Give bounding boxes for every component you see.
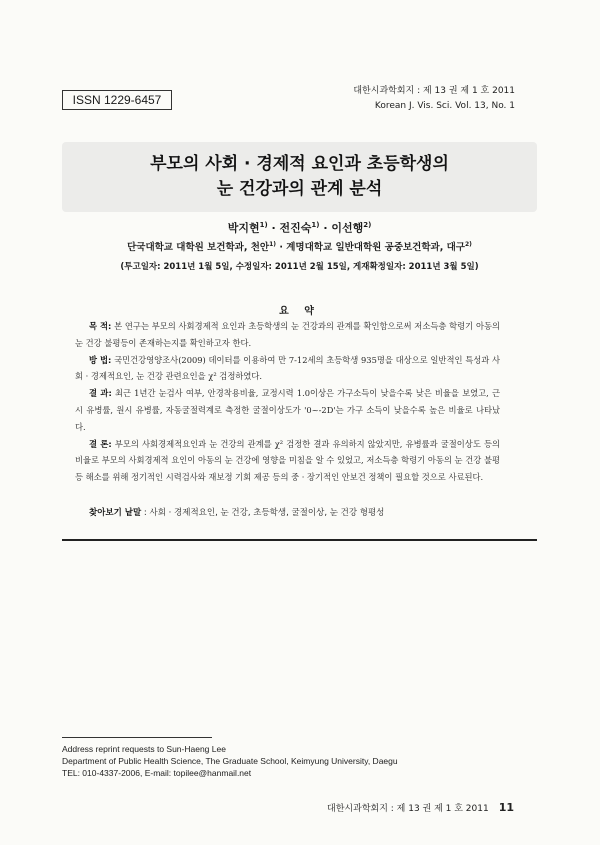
affiliation-1-mark: 1)	[269, 241, 277, 248]
abstract-result	[75, 385, 500, 435]
page-footer	[327, 801, 514, 816]
result-label: 결 과:	[89, 388, 112, 399]
affiliation-1: 단국대학교 대학원 보건학과, 천안	[127, 242, 270, 254]
conclusion-text: 부모의 사회경제적요인과 눈 건강의 관계를 χ² 검정한 결과 유의하지 않았지만, 유병률과 굴절이상도 등의 비율로 부모의 사회경제적 요인이 아동의 눈 건강에 영향을 미침을 알 수 있었고, 저소득층 학령기 아동의 눈 건강 불평등 해소를 위해 정기적인 시력검사와 재보정 기회 제공 등의 중 · 장기적인 안보건 정책이 필요할 것으로 사료된다.	[75, 438, 500, 483]
journal-info	[353, 84, 515, 114]
keywords-label: 찾아보기 낱말	[89, 508, 142, 518]
method-label: 방 법:	[89, 354, 112, 365]
author-2: 전진숙	[279, 221, 312, 235]
keywords	[89, 506, 509, 520]
author-1: 박지현	[227, 221, 260, 235]
abstract-purpose	[75, 318, 500, 352]
section-divider	[62, 539, 537, 541]
result-text: 최근 1년간 눈검사 여부, 안경착용비율, 교정시력 1.0이상은 가구소득이 낮을수록 낮은 비율을 보였고, 근시 유병률, 원시 유병률, 자동굴절력계로 측정한 굴절이상도가 '0~-2D'는 가구 소득이 낮을수록 높은 비율로 나타났다.	[75, 388, 500, 432]
keywords-text: : 사회 · 경제적요인, 눈 건강, 초등학생, 굴절이상, 눈 건강 형평성	[141, 508, 385, 518]
title-line-1: 부모의 사회 · 경제적 요인과 초등학생의	[150, 154, 449, 174]
footnote-line-2: Department of Public Health Science, The Graduate School, Keimyung University, Daegu	[62, 756, 398, 766]
abstract-method	[75, 352, 500, 386]
footer-journal: 대한시과학회지 : 제 13 권 제 1 호 2011	[327, 804, 489, 814]
affiliation-2-mark: 2)	[464, 241, 472, 248]
footnote-line-3: TEL: 010-4337-2006, E-mail: topilee@hanmail.net	[62, 768, 252, 778]
purpose-text: 본 연구는 부모의 사회경제적 요인과 초등학생의 눈 건강과의 관계를 확인함으로써 저소득층 학령기 아동의 눈 건강 불평등이 존재하는지를 확인하고자 한다.	[75, 321, 500, 348]
author-2-affil: 1)	[311, 221, 320, 229]
author-1-affil: 1)	[259, 221, 268, 229]
method-text: 국민건강영양조사(2009) 데이터를 이용하여 만 7-12세의 초등학생 935명을 대상으로 일반적인 특성과 사회 · 경제적요인, 눈 건강 관련요인을 χ² 검정하였다.	[75, 354, 500, 382]
title-line-2: 눈 건강과의 관계 분석	[216, 179, 383, 199]
author-3: 이선행	[331, 221, 364, 235]
author-separator: ·	[319, 221, 332, 235]
author-3-affil: 2)	[363, 221, 372, 229]
abstract	[75, 318, 500, 486]
footnote	[62, 743, 537, 779]
page-number: 11	[498, 801, 514, 814]
footnote-line-1: Address reprint requests to Sun-Haeng Lee	[62, 744, 226, 754]
purpose-label: 목 적:	[89, 321, 112, 331]
issn-box: ISSN 1229-6457	[62, 90, 172, 110]
journal-korean: 대한시과학회지 : 제 13 권 제 1 호 2011	[353, 86, 515, 96]
summary-heading: 요 약	[279, 306, 320, 317]
abstract-conclusion	[75, 436, 500, 486]
affiliations	[62, 237, 537, 256]
affiliation-2: · 계명대학교 일반대학원 공중보건학과, 대구	[276, 242, 465, 254]
submission-dates: (투고일자: 2011년 1월 5일, 수정일자: 2011년 2월 15일, 게재확정일자: 2011년 3월 5일)	[120, 262, 479, 272]
author-list	[62, 216, 537, 238]
paper-title	[62, 152, 537, 202]
journal-english: Korean J. Vis. Sci. Vol. 13, No. 1	[374, 101, 515, 111]
conclusion-label: 결 론:	[89, 438, 112, 449]
author-separator: ·	[267, 221, 280, 235]
footnote-divider	[62, 737, 212, 738]
